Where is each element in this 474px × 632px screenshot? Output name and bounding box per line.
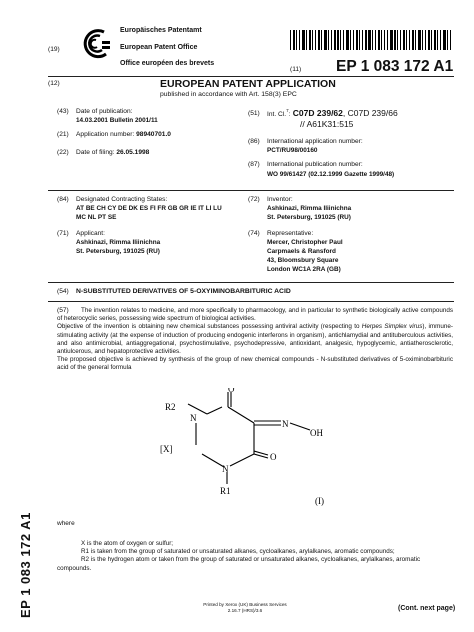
code-19: (19): [48, 46, 60, 53]
doc-subtitle: published in accordance with Art. 158(3) EPC: [160, 91, 297, 98]
barcode-bar: [403, 30, 405, 50]
barcode-bar: [356, 30, 358, 50]
int-cl: Int. Cl.$^7$: C07D 239/62, C07D 239/66: [267, 108, 398, 118]
formula-n-top: N: [190, 413, 197, 423]
states-line1: AT BE CH CY DE DK ES FI FR GB GR IE IT LI LU: [76, 205, 222, 212]
side-publication-number: EP 1 083 172 A1: [18, 512, 33, 618]
barcode-bar: [353, 30, 354, 50]
barcode-bar: [406, 30, 407, 50]
code-12: (12): [48, 80, 60, 87]
barcode-bar: [412, 30, 414, 50]
code-71: (71): [57, 230, 69, 237]
intl-app-label: International application number:: [267, 138, 363, 145]
barcode-bar: [343, 30, 344, 50]
code-21: (21): [57, 131, 69, 138]
header-rule: [48, 76, 454, 77]
barcode-bar: [337, 30, 339, 50]
app-no: 98940701.0: [136, 131, 171, 138]
barcode-bar: [302, 30, 305, 50]
barcode-bar: [293, 30, 295, 50]
publication-number: EP 1 083 172 A1: [336, 58, 454, 75]
barcode-bar: [334, 30, 336, 50]
definitions: [57, 540, 447, 573]
formula-structure: [150, 388, 450, 508]
barcode-bar: [350, 30, 351, 50]
barcode-bar: [384, 30, 385, 50]
code-74: (74): [248, 230, 260, 237]
barcode-bar: [368, 30, 371, 50]
epo-logo-icon: [80, 28, 110, 62]
def-r1: R1 is taken from the group of saturated or unsaturated alkanes, cycloalkanes, arylalkanes, aromatic compounds;: [81, 548, 395, 556]
barcode-bar: [437, 30, 438, 50]
barcode-bar: [443, 30, 446, 50]
barcode-bar: [418, 30, 421, 50]
filing-date: 26.05.1998: [116, 149, 150, 156]
inventor-name: Ashkinazi, Rimma Iliinichna: [267, 205, 352, 212]
states-line2: MC NL PT SE: [76, 214, 117, 221]
barcode-bar: [328, 30, 329, 50]
barcode-bar: [315, 30, 316, 50]
formula-label: (I): [315, 496, 324, 506]
barcode-bar: [425, 30, 426, 50]
barcode-bar: [290, 30, 291, 50]
code-22: (22): [57, 149, 69, 156]
code-86: (86): [248, 138, 260, 145]
rep-label: Representative:: [267, 230, 314, 237]
formula-oxime-n: N: [282, 419, 289, 429]
barcode-bar: [359, 30, 360, 50]
barcode-bar: [346, 30, 349, 50]
formula-x: [X]: [160, 444, 173, 454]
formula-r1: R1: [220, 486, 231, 496]
code-54: (54): [57, 288, 69, 295]
barcode-bar: [400, 30, 401, 50]
barcode-bar: [372, 30, 373, 50]
barcode-bar: [447, 30, 448, 50]
barcode-bar: [324, 30, 327, 50]
barcode-bar: [340, 30, 341, 50]
barcode-bar: [387, 30, 388, 50]
inventor-address: St. Petersburg, 191025 (RU): [267, 214, 351, 221]
barcode-bar: [306, 30, 307, 50]
chemical-formula: [150, 388, 450, 508]
title-rule: [48, 301, 454, 302]
pub-date-label: Date of publication:: [76, 108, 133, 115]
formula-o-right: O: [270, 452, 277, 462]
barcode-bar: [422, 30, 423, 50]
continued-note: (Cont. next page): [398, 605, 456, 612]
pub-date: 14.03.2001 Bulletin 2001/11: [76, 117, 158, 124]
barcode-bar: [428, 30, 430, 50]
def-x: X is the atom of oxygen or sulfur;: [81, 540, 174, 547]
intl-app: PCT/RU98/00160: [267, 147, 318, 154]
barcode-bar: [415, 30, 416, 50]
rep-line4: London WC1A 2RA (GB): [267, 266, 341, 273]
code-51: (51): [248, 110, 260, 117]
barcode-bar: [440, 30, 441, 50]
formula-n-bottom: N: [222, 464, 229, 474]
inventor-label: Inventor:: [267, 196, 293, 203]
code-84: (84): [57, 196, 69, 203]
barcode-bar: [312, 30, 313, 50]
barcode-bar: [378, 30, 380, 50]
code-87: (87): [248, 161, 260, 168]
rep-line1: Mercer, Christopher Paul: [267, 239, 343, 246]
barcode-bar: [450, 30, 451, 50]
barcode-bar: [375, 30, 376, 50]
applicant-address: St. Petersburg, 191025 (RU): [76, 248, 160, 255]
biblio-rule: [48, 190, 454, 191]
barcode-bar: [390, 30, 393, 50]
abstract: [57, 307, 453, 373]
printer-info: Printed by Xerox (UK) Business Services 2.16.7 (HRS)/3.6: [203, 602, 287, 613]
epo-logo: [80, 28, 110, 62]
barcode-bar: [299, 30, 300, 50]
int-cl-main: C07D 239/62: [292, 108, 343, 118]
barcode-bar: [394, 30, 396, 50]
barcode: [290, 30, 454, 50]
int-cl-line2: // A61K31:515: [300, 119, 354, 129]
def-r2: R2 is the hydrogen atom or taken from the group of saturated or unsaturated alkanes, cycloalkanes, arylalkanes, aromatic compounds.: [57, 556, 421, 572]
rep-line3: 43, Bloomsbury Square: [267, 257, 339, 264]
code-57: (57): [57, 307, 69, 314]
intl-pub-label: International publication number:: [267, 161, 363, 168]
formula-oxime-oh: OH: [310, 428, 323, 438]
parties-rule: [48, 282, 454, 283]
barcode-bar: [409, 30, 410, 50]
code-72: (72): [248, 196, 260, 203]
barcode-bar: [318, 30, 320, 50]
barcode-bar: [381, 30, 382, 50]
rep-line2: Carpmaels & Ransford: [267, 248, 336, 255]
code-11: (11): [290, 66, 302, 73]
intl-pub: WO 99/61427 (02.12.1999 Gazette 1999/48): [267, 171, 395, 178]
filing-label: Date of filing: 26.05.1998: [76, 149, 150, 156]
where-label: where: [57, 520, 75, 527]
doc-type: EUROPEAN PATENT APPLICATION: [160, 78, 336, 90]
barcode-bar: [362, 30, 363, 50]
office-name-fr: Office européen des brevets: [120, 60, 215, 67]
office-name-en: European Patent Office: [120, 44, 198, 51]
barcode-bar: [309, 30, 311, 50]
barcode-bar: [296, 30, 297, 50]
states-label: Designated Contracting States:: [76, 196, 168, 203]
barcode-bar: [321, 30, 322, 50]
barcode-bar: [331, 30, 332, 50]
office-name-de: Europäisches Patentamt: [120, 27, 202, 34]
abstract-p1: The invention relates to medicine, and more specifically to pharmacology, and in particular to synthetic biologically active compounds of heterocyclic series, possessing wide spectrum of biological activities.: [57, 307, 453, 323]
code-43: (43): [57, 108, 69, 115]
barcode-bar: [434, 30, 436, 50]
barcode-bar: [397, 30, 398, 50]
applicant-label: Applicant:: [76, 230, 105, 237]
app-no-label: Application number: 98940701.0: [76, 131, 171, 138]
barcode-bar: [431, 30, 432, 50]
abstract-p2: Objective of the invention is obtaining new chemical substances possessing antiviral activity (respecting to Herpes Simplex virus), immune-stimulating activity (at the expense of induction of producing endogenic interferons in organism), antichlamydial and antituberculous activities, and also antimicrobial, antiaggregational, psychostimulative, psychodepressive, antioxidant, analgesic, hypoglycemic, antiatherosclerotic, antiulcerous, and hepatoprotective activities.: [57, 323, 453, 356]
invention-title: N-SUBSTITUTED DERIVATIVES OF 5-OXYIMINOBARBITURIC ACID: [76, 288, 291, 295]
formula-r2: R2: [165, 402, 176, 412]
applicant-name: Ashkinazi, Rimma Iliinichna: [76, 239, 161, 246]
formula-o-top: O: [228, 388, 235, 394]
barcode-bar: [365, 30, 367, 50]
abstract-p3: The proposed objective is achieved by synthesis of the group of new chemical compounds - N-substituted derivatives of 5-oximinobarbituric acid of the general formula: [57, 356, 453, 372]
